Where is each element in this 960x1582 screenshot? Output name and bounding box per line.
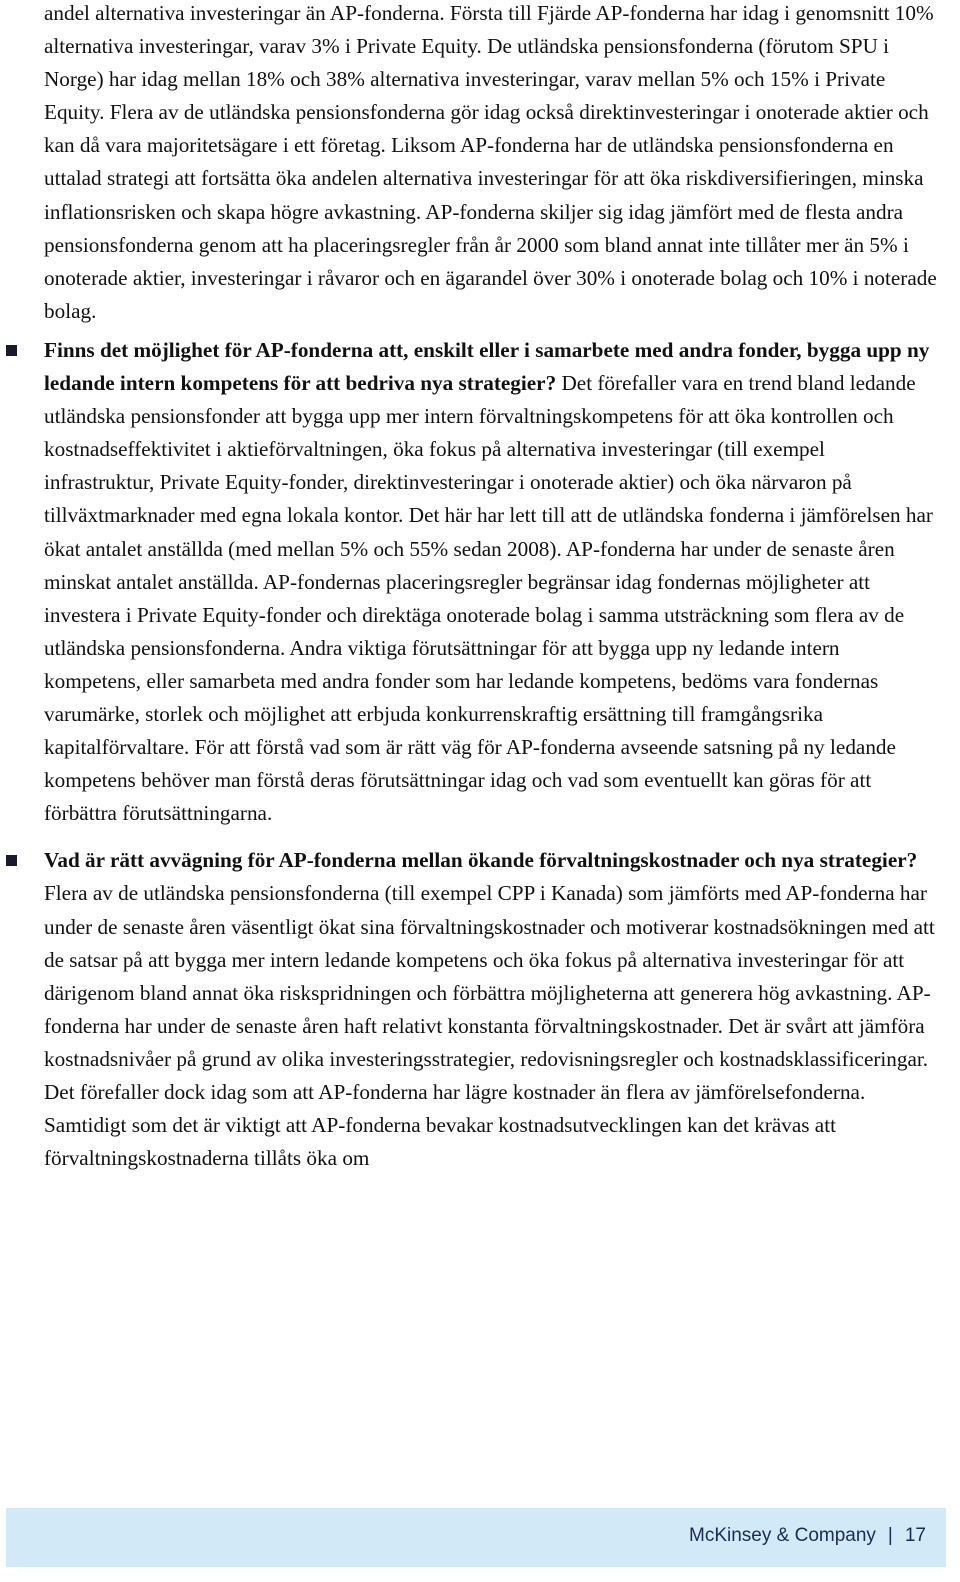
square-bullet-icon [6,855,17,866]
intro-paragraph: andel alternativa investeringar än AP-fonderna. Första till Fjärde AP-fonderna har idag i genomsnitt 10% alternativa investeringar, varav 3% i Private Equity. De utländska pensionsfonderna (förutom SPU i Norge) har idag mellan 18% och 38% alternativa investeringar, varav mellan 5% och 15% i Private Equity. Flera av de utländska pensionsfonderna gör idag också direktinvesteringar i onoterade aktier och kan då vara majoritetsägare i ett företag. Liksom AP-fonderna har de utländska pensionsfonderna en uttalad strategi att fortsätta öka andelen alternativa investeringar för att öka riskdiversifieringen, minska inflationsrisken och skapa högre avkastning. AP-fonderna skiljer sig idag jämfört med de flesta andra pensionsfonderna genom att ha placeringsregler från år 2000 som bland annat inte tillåter mer än 5% i onoterade aktier, investeringar i råvaror och en ägarandel över 30% i onoterade bolag och 10% i noterade bolag. [44,1,937,323]
bullet-question: Finns det möjlighet för AP-fonderna att, enskilt eller i samarbete med andra fonder, bygga upp ny ledande intern kompetens för att bedriva nya strategier? [44,337,930,396]
bullet-item-competence [44,334,940,830]
bullet-text: Det förefaller vara en trend bland ledande utländska pensionsfonder att bygga upp mer intern förvaltningskompetens för att öka kontrollen och kostnadseffektivitet i aktieförvaltningen, öka fokus på alternativa investeringar (till exempel infrastruktur, Private Equity-fonder, direktinvesteringar i onoterade aktier) och öka närvaron på tillväxtmarknader med egna lokala kontor. Det här har lett till att de utländska fonderna i jämförelsen har ökat antalet anställda (med mellan 5% och 55% sedan 2008). AP-fonderna har under de senaste åren minskat antalet anställda. AP-fondernas placeringsregler begränsar idag fondernas möjligheter att investera i Private Equity-fonder och direktäga onoterade bolag i samma utsträckning som flera av de utländska pensionsfonderna. Andra viktiga förutsättningar för att bygga upp ny ledande intern kompetens, eller samarbeta med andra fonder som har ledande kompetens, bedöms vara fondernas varumärke, storlek och möjlighet att erbjuda konkurrenskraftig ersättning till framgångsrika kapitalförvaltare. För att förstå vad som är rätt väg för AP-fonderna avseende satsning på ny ledande kompetens behöver man förstå deras förutsättningar idag och vad som eventuellt kan göras för att förbättra förutsättningarna. [44,371,933,826]
footer-separator: | [887,1525,893,1546]
bullet-item-costs [44,844,940,1175]
bullet-paragraph [44,844,940,1175]
bullet-paragraph [44,334,940,830]
page-number: 17 [904,1525,926,1546]
company-name: McKinsey & Company [689,1525,876,1546]
square-bullet-icon [6,345,17,356]
footer-text [689,1525,926,1547]
bullet-text: Flera av de utländska pensionsfonderna (till exempel CPP i Kanada) som jämförts med AP-fonderna har under de senaste åren väsentligt ökat sina förvaltningskostnader och motiverar kostnadsökningen med att de satsar på att bygga mer intern ledande kompetens och öka fokus på alternativa investeringar för att därigenom bland annat öka riskspridningen och förbättra möjligheterna att generera hög avkastning. AP-fonderna har under de senaste åren haft relativt konstanta förvaltningskostnader. Det är svårt att jämföra kostnadsnivåer på grund av olika investeringsstrategier, redovisningsregler och kostnadsklassificeringar. Det förefaller dock idag som att AP-fonderna har lägre kostnader än flera av jämförelsefonderna. Samtidigt som det är viktigt att AP-fonderna bevakar kostnadsutvecklingen kan det krävas att förvaltningskostnaderna tillåts öka om [44,881,935,1171]
bullet-question: Vad är rätt avvägning för AP-fonderna mellan ökande förvaltningskostnader och nya strategier? [44,848,918,873]
document-body [44,0,940,1175]
page-footer [6,1508,946,1567]
